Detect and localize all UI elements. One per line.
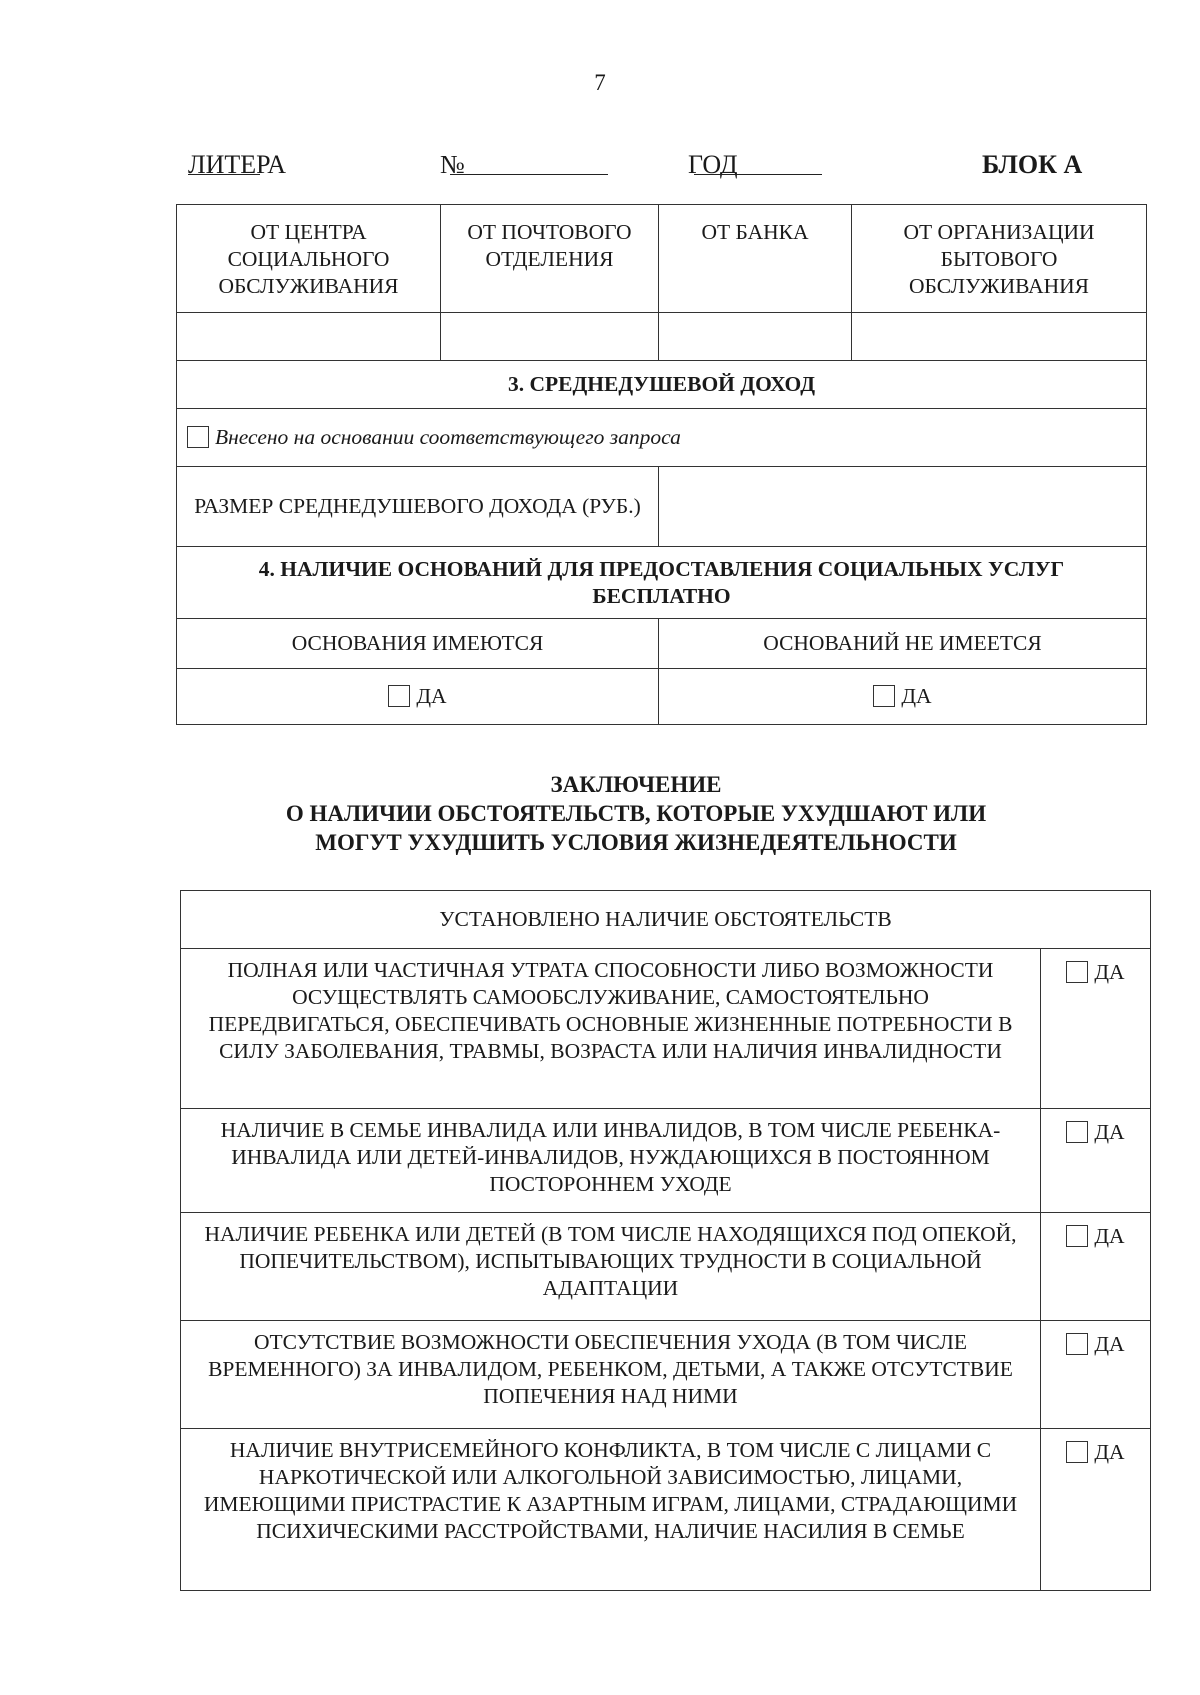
circumstance-item: НАЛИЧИЕ РЕБЕНКА ИЛИ ДЕТЕЙ (В ТОМ ЧИСЛЕ НАХОДЯЩИХСЯ ПОД ОПЕКОЙ, ПОПЕЧИТЕЛЬСТВОМ), ИСПЫТЫВАЮЩИХ ТРУДНОСТИ В СОЦИАЛЬНОЙ АДАПТАЦИИ xyxy=(181,1213,1041,1321)
request-checkbox[interactable] xyxy=(187,426,209,448)
source-consumer-services-cell[interactable] xyxy=(852,313,1147,361)
circumstance-yes-cell xyxy=(1041,949,1151,1109)
source-social-center-cell[interactable] xyxy=(177,313,441,361)
grounds-absent-yes xyxy=(659,669,1147,725)
circumstance-item: НАЛИЧИЕ В СЕМЬЕ ИНВАЛИДА ИЛИ ИНВАЛИДОВ, В ТОМ ЧИСЛЕ РЕБЕНКА-ИНВАЛИДА ИЛИ ДЕТЕЙ-ИНВАЛИДОВ, НУЖДАЮЩИХСЯ В ПОСТОЯННОМ ПОСТОРОННЕМ УХОДЕ xyxy=(181,1109,1041,1213)
conclusion-subtitle-2: МОГУТ УХУДШИТЬ УСЛОВИЯ ЖИЗНЕДЕЯТЕЛЬНОСТИ xyxy=(315,830,957,855)
grounds-absent-yes-label: ДА xyxy=(901,684,932,708)
circumstance-yes-label: ДА xyxy=(1094,1440,1125,1464)
grounds-exist-yes xyxy=(177,669,659,725)
circumstance-item: ОТСУТСТВИЕ ВОЗМОЖНОСТИ ОБЕСПЕЧЕНИЯ УХОДА (В ТОМ ЧИСЛЕ ВРЕМЕННОГО) ЗА ИНВАЛИДОМ, РЕБЕНКОМ, ДЕТЬМИ, А ТАКЖЕ ОТСУТСТВИЕ ПОПЕЧЕНИЯ НАД НИМИ xyxy=(181,1321,1041,1429)
circumstance-checkbox[interactable] xyxy=(1066,1121,1088,1143)
grounds-exist-yes-label: ДА xyxy=(416,684,447,708)
circumstance-checkbox[interactable] xyxy=(1066,1333,1088,1355)
section4-title: 4. НАЛИЧИЕ ОСНОВАНИЙ ДЛЯ ПРЕДОСТАВЛЕНИЯ СОЦИАЛЬНЫХ УСЛУГ БЕСПЛАТНО xyxy=(177,547,1147,619)
conclusion-subtitle-1: О НАЛИЧИИ ОБСТОЯТЕЛЬСТВ, КОТОРЫЕ УХУДШАЮТ ИЛИ xyxy=(285,801,987,826)
source-post-office: ОТ ПОЧТОВОГО ОТДЕЛЕНИЯ xyxy=(441,205,659,313)
circumstance-yes-label: ДА xyxy=(1094,1224,1125,1248)
source-bank: ОТ БАНКА xyxy=(659,205,852,313)
grounds-exist-checkbox[interactable] xyxy=(388,685,410,707)
source-social-center: ОТ ЦЕНТРА СОЦИАЛЬНОГО ОБСЛУЖИВАНИЯ xyxy=(177,205,441,313)
grounds-exist-label: ОСНОВАНИЯ ИМЕЮТСЯ xyxy=(177,619,659,669)
circumstance-item: НАЛИЧИЕ ВНУТРИСЕМЕЙНОГО КОНФЛИКТА, В ТОМ ЧИСЛЕ С ЛИЦАМИ С НАРКОТИЧЕСКОЙ ИЛИ АЛКОГОЛЬНОЙ ЗАВИСИМОСТЬЮ, ЛИЦАМИ, ИМЕЮЩИМИ ПРИСТРАСТИЕ К АЗАРТНЫМ ИГРАМ, ЛИЦАМИ, СТРАДАЮЩИМИ ПСИХИЧЕСКИМИ РАССТРОЙСТВАМИ, НАЛИЧИЕ НАСИЛИЯ В СЕМЬЕ xyxy=(181,1429,1041,1591)
conclusion-heading xyxy=(176,770,1096,857)
litera-field[interactable] xyxy=(188,150,260,175)
circumstance-checkbox[interactable] xyxy=(1066,1225,1088,1247)
request-checkbox-label: Внесено на основании соответствующего запроса xyxy=(215,425,681,449)
form-header xyxy=(188,150,1108,184)
circumstance-yes-cell xyxy=(1041,1429,1151,1591)
grounds-absent-label: ОСНОВАНИЙ НЕ ИМЕЕТСЯ xyxy=(659,619,1147,669)
income-grounds-table xyxy=(176,204,1147,725)
section3-request-row xyxy=(177,409,1147,467)
income-size-value[interactable] xyxy=(659,467,1147,547)
source-consumer-services: ОТ ОРГАНИЗАЦИИ БЫТОВОГО ОБСЛУЖИВАНИЯ xyxy=(852,205,1147,313)
number-field[interactable] xyxy=(450,150,608,175)
year-label: ГОД xyxy=(688,150,738,179)
circumstances-header: УСТАНОВЛЕНО НАЛИЧИЕ ОБСТОЯТЕЛЬСТВ xyxy=(181,891,1151,949)
section3-title: 3. СРЕДНЕДУШЕВОЙ ДОХОД xyxy=(177,361,1147,409)
circumstance-yes-cell xyxy=(1041,1321,1151,1429)
circumstance-yes-cell xyxy=(1041,1109,1151,1213)
circumstance-checkbox[interactable] xyxy=(1066,1441,1088,1463)
circumstance-yes-cell xyxy=(1041,1213,1151,1321)
grounds-absent-checkbox[interactable] xyxy=(873,685,895,707)
page-number: 7 xyxy=(594,70,606,95)
number-label: № xyxy=(440,150,465,179)
source-post-office-cell[interactable] xyxy=(441,313,659,361)
circumstance-yes-label: ДА xyxy=(1094,1332,1125,1356)
circumstance-checkbox[interactable] xyxy=(1066,961,1088,983)
income-size-label: РАЗМЕР СРЕДНЕДУШЕВОГО ДОХОДА (РУБ.) xyxy=(177,467,659,547)
circumstances-table xyxy=(180,890,1151,1591)
litera-label: ЛИТЕРА xyxy=(188,150,287,179)
year-field[interactable] xyxy=(694,150,822,175)
conclusion-title: ЗАКЛЮЧЕНИЕ xyxy=(550,772,722,797)
block-label: БЛОК А xyxy=(982,150,1083,179)
circumstance-yes-label: ДА xyxy=(1094,960,1125,984)
circumstance-yes-label: ДА xyxy=(1094,1120,1125,1144)
circumstance-item: ПОЛНАЯ ИЛИ ЧАСТИЧНАЯ УТРАТА СПОСОБНОСТИ ЛИБО ВОЗМОЖНОСТИ ОСУЩЕСТВЛЯТЬ САМООБСЛУЖИВАНИЕ, САМОСТОЯТЕЛЬНО ПЕРЕДВИГАТЬСЯ, ОБЕСПЕЧИВАТЬ ОСНОВНЫЕ ЖИЗНЕННЫЕ ПОТРЕБНОСТИ В СИЛУ ЗАБОЛЕВАНИЯ, ТРАВМЫ, ВОЗРАСТА ИЛИ НАЛИЧИЯ ИНВАЛИДНОСТИ xyxy=(181,949,1041,1109)
source-bank-cell[interactable] xyxy=(659,313,852,361)
